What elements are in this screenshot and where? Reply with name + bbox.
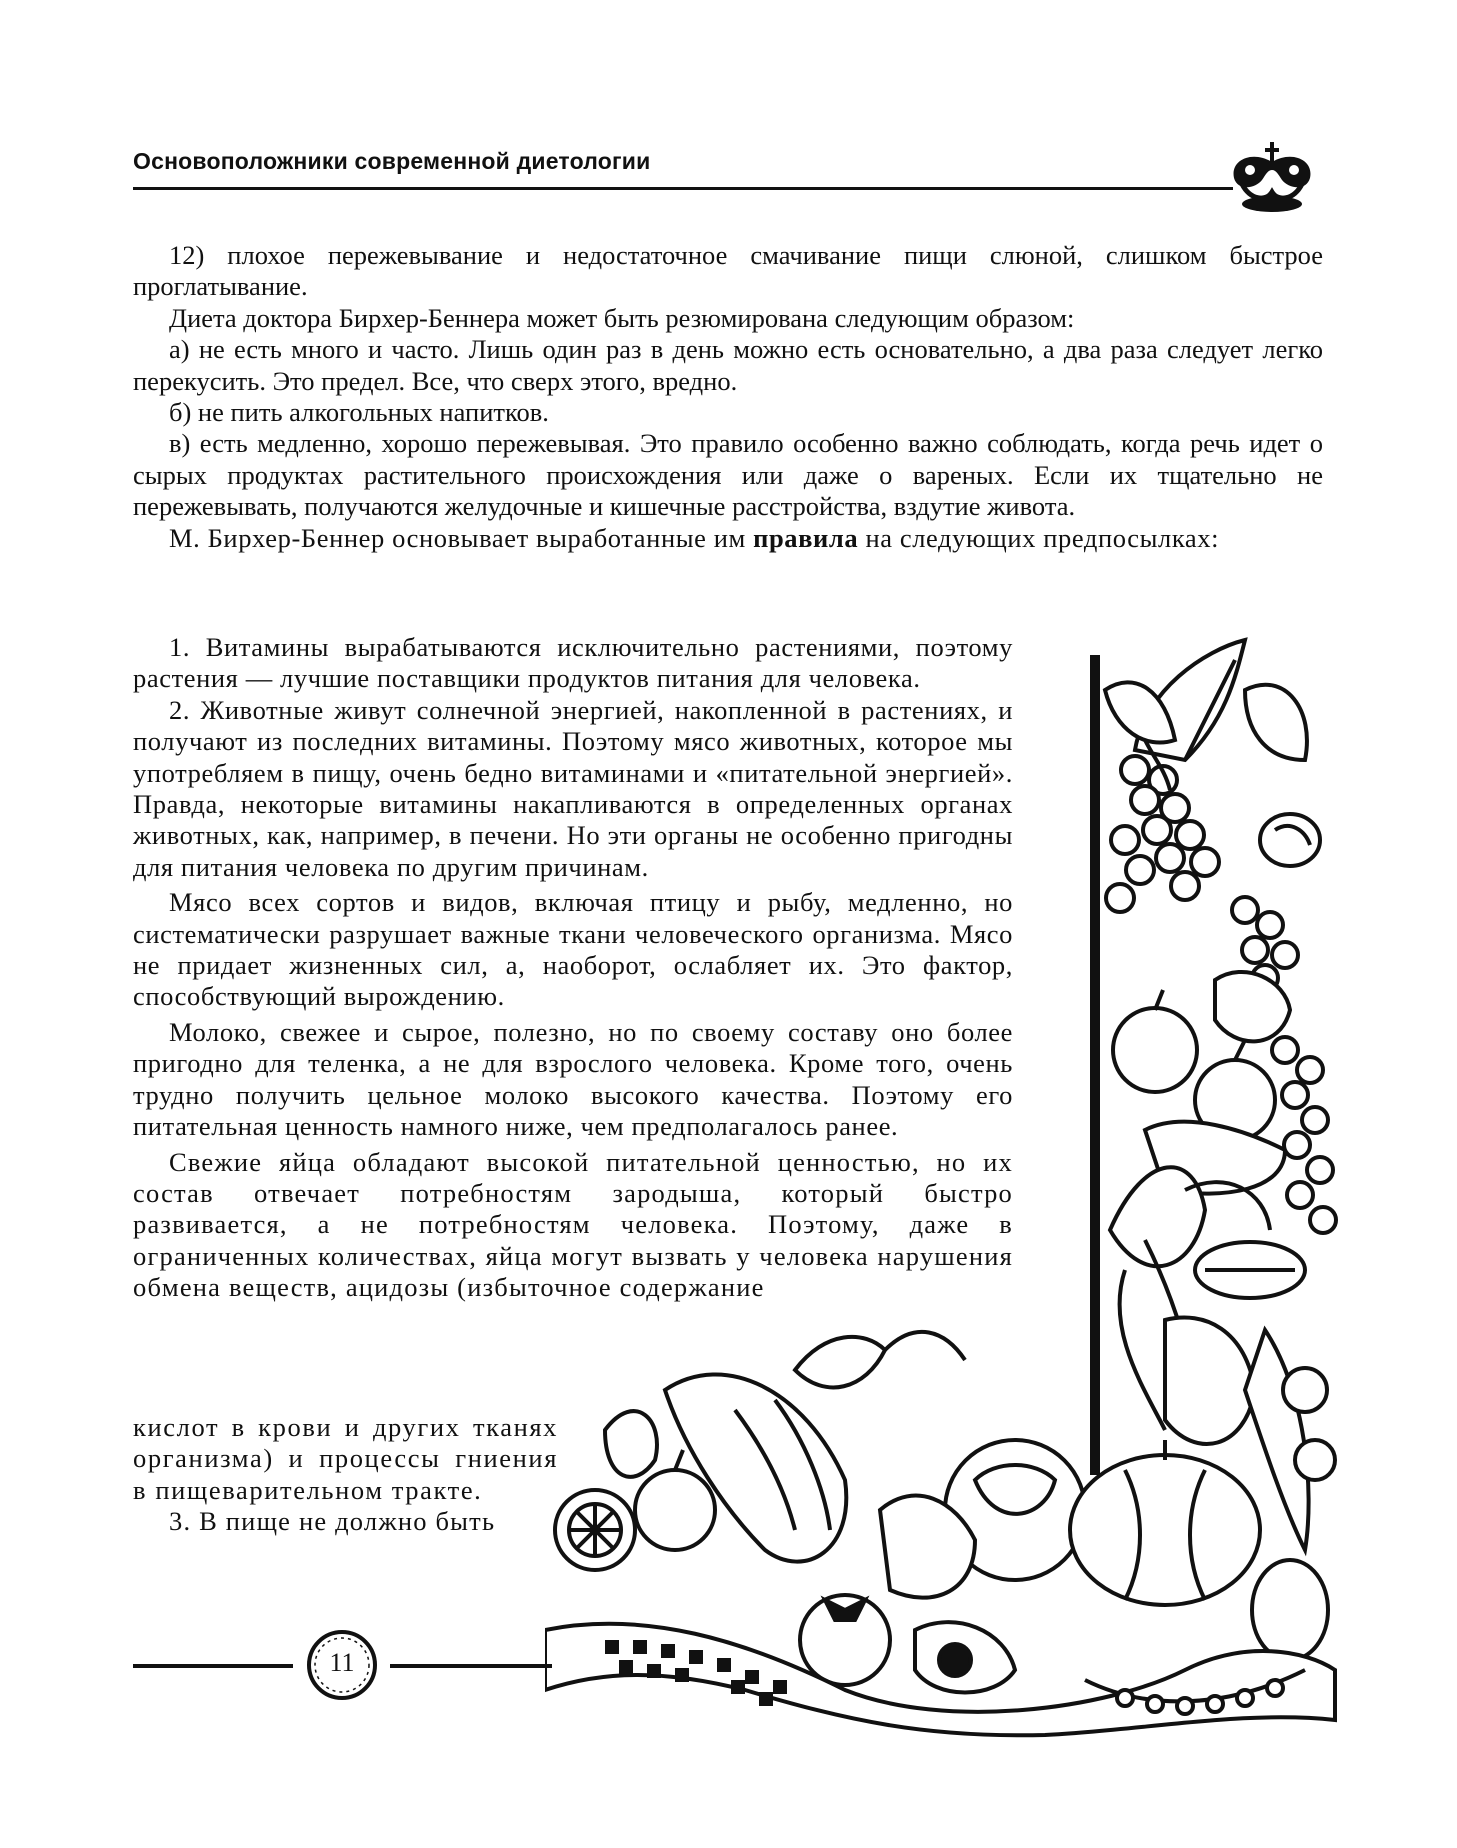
paragraph-chewing: 12) плохое пережевывание и недостаточное смачивание пищи слюной, слишком быстрое проглатывание. — [133, 240, 1323, 302]
running-header: Основоположники современной диетологии — [133, 148, 651, 174]
header-ornament-icon — [1222, 140, 1322, 220]
paragraph-diet-summary: Диета доктора Бирхер-Беннера может быть резюмирована следующим образом: — [169, 302, 1075, 333]
premises-bold-word: правила — [753, 522, 859, 553]
paragraph-premise-1: 1. Витамины вырабатываются исключительно растениями, поэтому растения — лучшие поставщики продуктов питания для человека. — [133, 632, 1013, 694]
footer-rule-right — [390, 1664, 552, 1668]
paragraph-premises — [133, 523, 1323, 554]
premises-text-after: на следующих предпосылках: — [858, 522, 1220, 553]
paragraph-rule-b: б) не пить алкогольных напитков. — [169, 397, 549, 428]
paragraph-premise-3: 3. В пище не должно быть — [169, 1506, 496, 1537]
body-text-short — [133, 1412, 558, 1538]
page-number: 11 — [329, 1648, 355, 1677]
paragraph-rule-c: в) есть медленно, хорошо пережевывая. Это правило особенно важно соблюдать, когда речь идет о сырых продуктах растительного происхождения или даже о вареных. Если их тщательно не пережевывать, получаются желудочные и кишечные расстройства, вздутие живота. — [133, 428, 1323, 522]
paragraph-eggs-cont: кислот в крови и других тканях организма) и процессы гниения в пищеварительном тракте. — [133, 1412, 558, 1505]
header-rule — [133, 187, 1233, 190]
paragraph-eggs: Свежие яйца обладают высокой питательной ценностью, но их состав отвечает потребностям зародыша, который быстро развивается, а не потребностям человека. Поэтому, даже в ограниченных количествах, яйца могут вызвать у человека нарушения обмена веществ, ацидозы (избыточное содержание — [133, 1146, 1013, 1303]
body-text-full — [133, 240, 1323, 554]
premises-text-before: М. Бирхер-Беннер основывает выработанные им — [169, 522, 754, 553]
paragraph-milk: Молоко, свежее и сырое, полезно, но по своему составу оно более пригодно для теленка, а не для взрослого человека. Кроме того, очень трудно получить цельное молоко высокого качества. Поэтому его питательная ценность намного ниже, чем предполагалось ранее. — [133, 1016, 1013, 1142]
fruit-vegetable-illustration — [545, 630, 1340, 1740]
paragraph-meat: Мясо всех сортов и видов, включая птицу и рыбу, медленно, но систематически разрушает важные ткани человеческого организма. Мясо не придает жизненных сил, а, наоборот, ослабляет их. Это фактор, способствующий вырождению. — [133, 887, 1013, 1012]
footer-rule-left — [133, 1664, 293, 1668]
paragraph-premise-2: 2. Животные живут солнечной энергией, накопленной в растениях, и получают из последних витамины. Поэтому мясо животных, которое мы употребляем в пищу, очень бедно витаминами и «питательной энергией». Правда, некоторые витамины накапливаются в определенных органах животных, как, например, в печени. Но эти органы не особенно пригодны для питания человека по другим причинам. — [133, 694, 1013, 882]
paragraph-rule-a: а) не есть много и часто. Лишь один раз в день можно есть основательно, а два раза следует легко перекусить. Это предел. Все, что сверх этого, вредно. — [133, 334, 1323, 396]
